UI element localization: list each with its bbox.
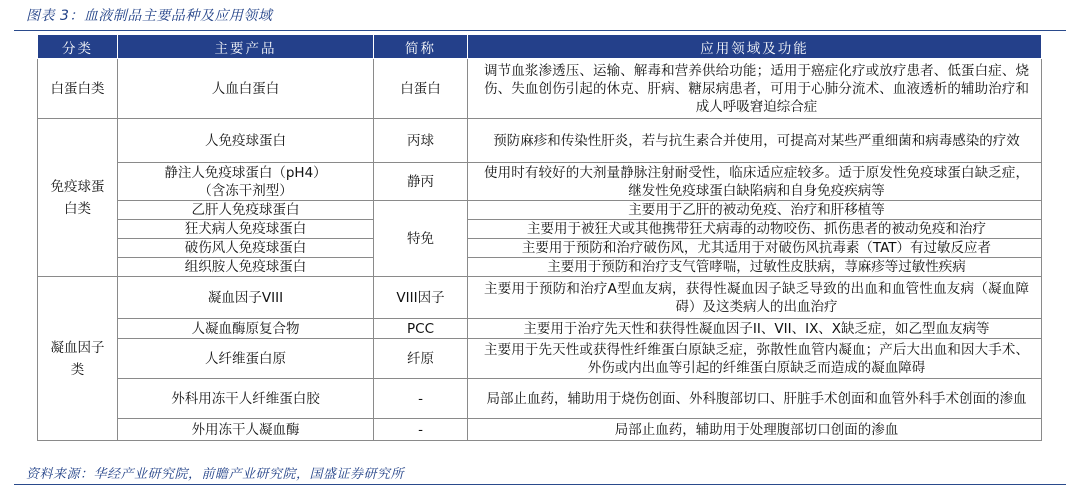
short-cell: 丙球 [374,119,468,163]
product-cell: 狂犬病人免疫球蛋白 [118,220,374,239]
short-cell: VIII因子 [374,277,468,319]
application-cell: 局部止血药，辅助用于处理腹部切口创面的渗血 [468,419,1042,441]
table-row [38,379,1042,419]
table-row [38,258,1042,277]
product-line: （含冻干剂型） [198,182,293,199]
application-cell: 主要用于预防和治疗破伤风，尤其适用于对破伤风抗毒素（TAT）有过敏反应者 [468,239,1042,258]
category-cell-immunoglobulin [38,119,118,277]
application-cell: 预防麻疹和传染性肝炎，若与抗生素合并使用，可提高对某些严重细菌和病毒感染的疗效 [468,119,1042,163]
short-cell: PCC [374,319,468,339]
table-row [38,319,1042,339]
table-row [38,277,1042,319]
application-cell: 主要用于预防和治疗A型血友病，获得性凝血因子缺乏导致的出血和血管性血友病（凝血障碍）及这类病人的出血治疗 [468,277,1042,319]
application-cell: 调节血浆渗透压、运输、解毒和营养供给功能；适用于癌症化疗或放疗患者、低蛋白症、烧伤、失血创伤引起的休克、肝病、糖尿病患者，可用于心肺分流术、血液透析的辅助治疗和成人呼吸窘迫综合症 [468,59,1042,119]
application-cell: 使用时有较好的大剂量静脉注射耐受性，临床适应症较多。适于原发性免疫球蛋白缺乏症，继发性免疫球蛋白缺陷病和自身免疫疾病等 [468,163,1042,201]
category-line: 凝血因子 [50,339,105,356]
application-cell: 主要用于先天性或获得性纤维蛋白原缺乏症，弥散性血管内凝血；产后大出血和因大手术、外伤或内出血等引起的纤维蛋白原缺乏而造成的凝血障碍 [468,339,1042,379]
blood-products-table [37,34,1042,441]
table-header-row [38,35,1042,59]
table-row [38,239,1042,258]
product-cell: 凝血因子VIII [118,277,374,319]
product-cell: 外用冻干人凝血酶 [118,419,374,441]
product-cell: 人免疫球蛋白 [118,119,374,163]
category-line: 类 [70,361,85,378]
header-application: 应用领域及功能 [468,35,1042,59]
short-cell: 静丙 [374,163,468,201]
header-short: 简称 [374,35,468,59]
top-divider [14,30,1066,31]
figure-title: 图表 3：血液制品主要品种及应用领域 [26,8,273,24]
product-cell: 人凝血酶原复合物 [118,319,374,339]
product-cell: 破伤风人免疫球蛋白 [118,239,374,258]
product-cell: 人血白蛋白 [118,59,374,119]
table-row [38,220,1042,239]
table-row [38,201,1042,220]
table-row [38,59,1042,119]
application-cell: 主要用于被狂犬或其他携带狂犬病毒的动物咬伤、抓伤患者的被动免疫和治疗 [468,220,1042,239]
bottom-divider [14,484,1066,485]
product-cell [118,163,374,201]
application-cell: 主要用于预防和治疗支气管哮喘，过敏性皮肤病，荨麻疹等过敏性疾病 [468,258,1042,277]
product-cell: 组织胺人免疫球蛋白 [118,258,374,277]
application-cell: 主要用于乙肝的被动免疫、治疗和肝移植等 [468,201,1042,220]
category-cell-coagulation [38,277,118,441]
short-cell: 白蛋白 [374,59,468,119]
product-cell: 乙肝人免疫球蛋白 [118,201,374,220]
application-cell: 局部止血药，辅助用于烧伤创面、外科腹部切口、肝脏手术创面和血管外科手术创面的渗血 [468,379,1042,419]
short-cell: - [374,379,468,419]
table-row [38,419,1042,441]
table-row [38,163,1042,201]
category-line: 免疫球蛋 [50,178,105,195]
product-line: 静注人免疫球蛋白（pH4） [164,164,327,181]
category-line: 白类 [64,200,91,217]
short-cell-merged: 特免 [374,201,468,277]
short-cell: 纤原 [374,339,468,379]
header-product: 主要产品 [118,35,374,59]
product-cell: 外科用冻干人纤维蛋白胶 [118,379,374,419]
source-note: 资料来源：华经产业研究院，前瞻产业研究院，国盛证券研究所 [26,467,405,482]
table-row [38,339,1042,379]
category-cell-albumin: 白蛋白类 [38,59,118,119]
product-cell: 人纤维蛋白原 [118,339,374,379]
application-cell: 主要用于治疗先天性和获得性凝血因子II、VII、IX、X缺乏症，如乙型血友病等 [468,319,1042,339]
table-row [38,119,1042,163]
short-cell: - [374,419,468,441]
header-category: 分类 [38,35,118,59]
